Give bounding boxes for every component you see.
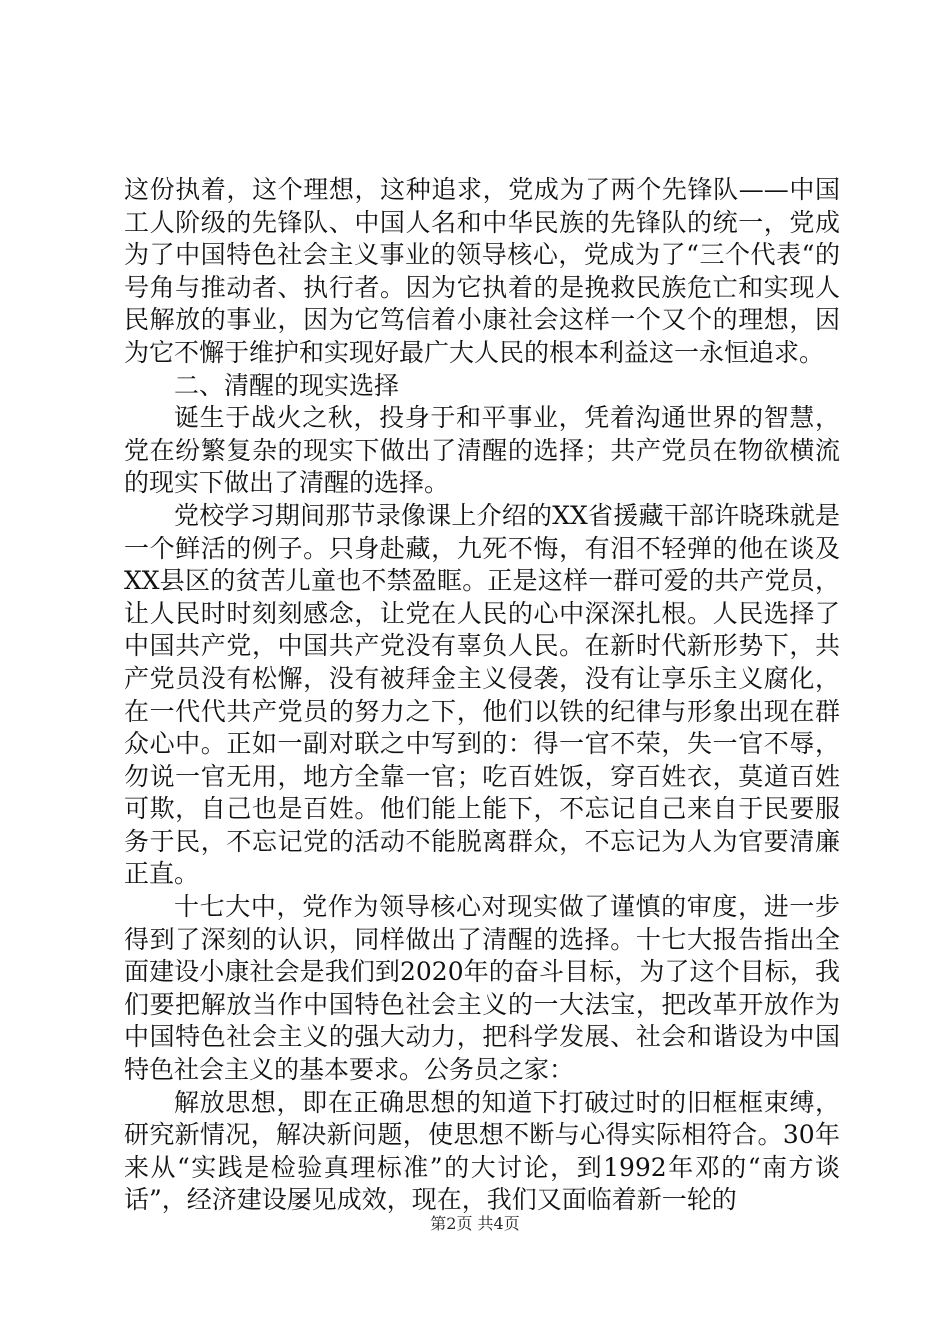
paragraph: 解放思想，即在正确思想的知道下打破过时的旧框框束缚，研究新情况，解决新问题，使思想不断与心得实际相符合。30年来从“实践是检验真理标准”的大讨论，到1992年邓的“南方谈话”，经济建设屡见成效，现在，我们又面临着新一轮的 [124,1087,840,1215]
section-heading: 二、清醒的现实选择 [174,370,400,400]
document-body [124,174,840,1217]
paragraph-continuation: 这份执着，这个理想，这种追求，党成为了两个先锋队——中国工人阶级的先锋队、中国人名和中华民族的先锋队的统一，党成为了中国特色社会主义事业的领导核心，党成为了“三个代表“的号角与推动者、执行者。因为它执着的是挽救民族危亡和实现人民解放的事业，因为它笃信着小康社会这样一个又个的理想，因为它不懈于维护和实现好最广大人民的根本利益这一永恒追求。 [124,175,840,367]
page-footer [0,1214,950,1234]
page-number-label: 第2页 共4页 [430,1214,520,1233]
paragraph: 十七大中，党作为领导核心对现实做了谨慎的审度，进一步得到了深刻的认识，同样做出了清醒的选择。十七大报告指出全面建设小康社会是我们到2020年的奋斗目标，为了这个目标，我们要把解放当作中国特色社会主义的一大法宝，把改革开放作为中国特色社会主义的强大动力，把科学发展、社会和谐设为中国特色社会主义的基本要求。公务员之家： [124,892,840,1085]
paragraph: 党校学习期间那节录像课上介绍的XX省援藏干部许晓珠就是一个鲜活的例子。只身赴藏，九死不悔，有泪不轻弹的他在谈及XX县区的贫苦儿童也不禁盈眶。正是这样一群可爱的共产党员，让人民时时刻刻感念，让党在人民的心中深深扎根。人民选择了中国共产党，中国共产党没有辜负人民。在新时代新形势下，共产党员没有松懈，没有被拜金主义侵袭，没有让享乐主义腐化，在一代代共产党员的努力之下，他们以铁的纪律与形象出现在群众心中。正如一副对联之中写到的：得一官不荣，失一官不辱，勿说一官无用，地方全靠一官；吃百姓饭，穿百姓衣，莫道百姓可欺，自己也是百姓。他们能上能下，不忘记自己来自于民要服务于民，不忘记党的活动不能脱离群众，不忘记为人为官要清廉正直。 [124,500,840,889]
paragraph: 诞生于战火之秋，投身于和平事业，凭着沟通世界的智慧，党在纷繁复杂的现实下做出了清醒的选择；共产党员在物欲横流的现实下做出了清醒的选择。 [124,403,840,498]
